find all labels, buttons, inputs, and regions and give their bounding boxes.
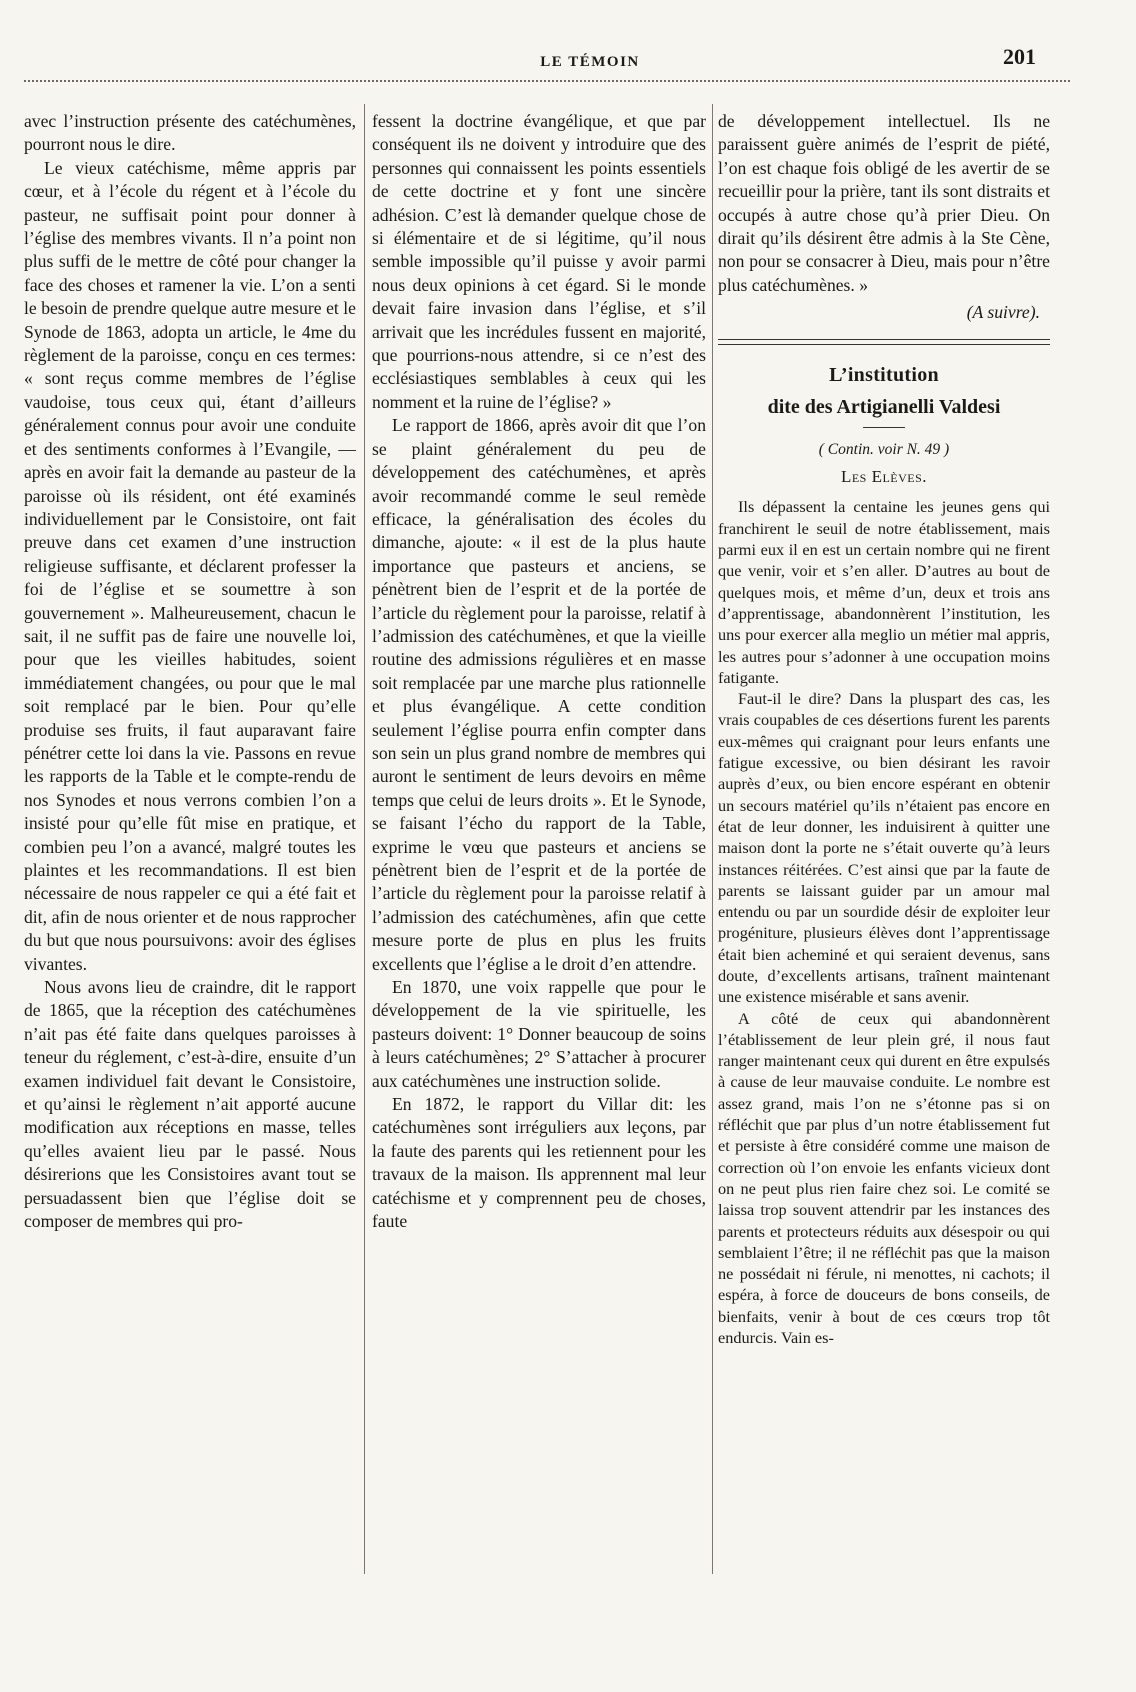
header-rule [24,80,1070,82]
paragraph: Ils dépassent la centaine les jeunes gens qui franchirent le seuil de notre établissement, mais parmi eux il en est un certain nombre qui ne firent que venir, voir et s’en aller. D’autres au bout de quelques mois, et même d’un, deux et trois ans d’apprentissage, abandonnèrent l’institution, les uns pour exercer alla meglio un métier mal appris, les autres pour s’adonner à une occupation moins fatigante. [718,497,1050,687]
article-title: L’institution [829,363,939,386]
section-heading: Les Elèves. [840,467,928,487]
page-header [0,0,1136,98]
title-rule [863,427,905,428]
column-divider-right [712,104,713,1574]
paragraph: Le rapport de 1866, après avoir dit que l’on se plaint généralement du peu de développement des catéchumènes, et après avoir recommandé comme le seul remède efficace, la généralisation des écoles du dimanche, ajoute: « il est de la plus haute importance que pasteurs et anciens, se pénètrent bien de l’esprit et de la portée de l’article du règlement pour la paroisse, relatif à l’admission des catéchumènes, et que la vieille routine des admissions régulières et en masse soit remplacée par une marche plus rationnelle et plus évangélique. A cette condition seulement l’église pourra enfin compter dans son sein un plus grand nombre de membres qui auront le sentiment de leurs devoirs en même temps que celui de leurs droits ». Et le Synode, se faisant l’écho du rapport de la Table, exprime le vœu que pasteurs et anciens se pénètrent bien de l’esprit et de la portée de l’article du règlement pour la paroisse relatif à l’admission des catéchumènes, afin que cette mesure porte de plus en plus les fruits excellents que l’église a le droit d’en attendre. [372,415,706,974]
paragraph: Nous avons lieu de craindre, dit le rapport de 1865, que la réception des catéchumènes n’ait pas été faite dans quelques paroisses à teneur du réglement, c’est-à-dire, ensuite d’un examen individuel fait devant le Consistoire, et qu’ainsi le règlement n’ait apporté aucune modification aux réceptions en masse, telles qu’elles avaient lieu par le passé. Nous désirerions que les Consistoires avant tout se persuadassent bien que l’église doit se composer de membres qui pro- [24,977,356,1232]
running-title: LE TÉMOIN [540,54,640,70]
paragraph: de développement intellectuel. Ils ne paraissent guère animés de l’esprit de piété, l’on est chaque fois obligé de les avertir de se recueillir pour la prière, tant ils sont distraits et occupés à autre chose qu’à prier Dieu. On dirait qu’ils désirent être admis à la Ste Cène, non pour se consacrer à Dieu, mais pour n’être plus catéchumènes. » [718,111,1050,295]
column-divider-left [364,104,365,1574]
paragraph: fessent la doctrine évangélique, et que par conséquent ils ne doivent y introduire que des personnes qui connaissent les points essentiels de cette doctrine et y font une sincère adhésion. C’est là demander quelque chose de si élémentaire et de si légitime, qu’il nous semble impossible qu’il puisse y avoir parmi nous deux opinions à cet égard. Si le monde devait faire invasion dans l’église, et s’il arrivait que les incrédules fussent en majorité, que pourrions-nous attendre, si ce n’est des ecclésiastiques semblables à ceux qui les nomment et la ruine de l’église? » [372,111,706,412]
article-subtitle: dite des Artigianelli Valdesi [767,395,1001,418]
page-number: 201 [1003,44,1036,69]
to-be-continued: (A suivre). [966,302,1040,323]
article-body [718,496,1050,1348]
paragraph: A côté de ceux qui abandonnèrent l’établissement de leur plein gré, il nous faut ranger maintenant ceux qui durent en être expulsés à cause de leur mauvaise conduite. Le nombre est assez grand, mais l’on ne s’étonne pas si on réfléchit que par plus d’un notre établissement fut et persiste à être considéré comme une maison de correction où l’on envoie les enfants vicieux dont on ne peut plus rien faire chez soi. Le comité se laissa trop souvent attendrir par les instances des parents et protecteurs réduits aux désespoir ou qui semblaient l’être; il ne réfléchit pas que la maison ne possédait ni férule, ni menottes, ni cachots; il espéra, à force de douceurs de bons conseils, de bienfaits, venir à bout de ces cœurs trop tôt endurcis. Vain es- [718,1008,1050,1348]
paragraph: En 1872, le rapport du Villar dit: les catéchumènes sont irréguliers aux leçons, par la faute des parents qui les retiennent pour les travaux de la maison. Ils apprennent mal leur catéchisme et y comprennent peu de choses, faute [372,1094,706,1232]
paragraph: Le vieux catéchisme, même appris par cœur, et à l’école du régent et à l’école du pasteur, ne suffisait point pour donner à l’église des membres vivants. Il n’a point non plus suffi de le mettre de côté pour changer la face des choses et ramener la vie. L’on a senti le besoin de prendre quelque autre mesure et le Synode de 1863, adopta un article, le 4me du règlement de la paroisse, conçu en ces termes: « sont reçus comme membres de l’église vaudoise, tous ceux qui, étant d’ailleurs généralement connus pour avoir une conduite et des sentiments conformes à l’Evangile, — après en avoir fait la demande au pasteur de la paroisse où ils résident, ont été examinés individuellement par le Consistoire, ont fait preuve dans cet examen d’une instruction religieuse suffisante, et déclarent professer la foi de l’église et se soumettre à son gouvernement ». Malheureusement, chacun le sait, il ne suffit pas de faire une nouvelle loi, pour que les vieilles habitudes, soient immédiatement changées, ou pour que le mal soit remplacé par le bien. Pour qu’elle produise ses fruits, il faut auparavant faire pénétrer cette loi dans la vie. Passons en revue les rapports de la Table et le compte-rendu de nos Synodes et nous verrons combien l’on a insisté pour qu’elle fût mise en pratique, et combien peu l’on a avancé, malgré toutes les plaintes et les recommandations. Il est bien nécessaire de nous rappeler ce qui a été fait et dit, afin de nous orienter et de nous rapprocher du but que nous poursuivons: avoir des églises vivantes. [24,157,356,974]
column-left [24,110,356,1234]
article-separator [718,339,1050,345]
column-right [718,110,1050,1348]
paragraph: Faut-il le dire? Dans la pluspart des cas, les vrais coupables de ces désertions furent les parents eux-mêmes qui craignant pour leurs enfants une fatigue excessive, ou bien désirant les ravoir auprès d’eux, ou bien encore espérant en obtenir un secours matériel qu’ils n’étaient pas encore en état de leur donner, les induisirent à quitter une maison dont la porte ne s’était ouverte qu’à leurs instances réitérées. C’est ainsi que par la faute de parents se laissant guider par un amour mal entendu ou par un sourdide désir de exploiter leur progéniture, plusieurs élèves dont l’apprentissage était bien acheminé et qui seraient devenus, sans doute, d’excellents artisans, traînent maintenant une existence misérable et sans avenir. [718,689,1050,1007]
paragraph: En 1870, une voix rappelle que pour le développement de la vie spirituelle, les pasteurs doivent: 1° Donner beaucoup de soins à leurs catéchumènes; 2° S’attacher à procurer aux catéchumènes une instruction solide. [372,977,706,1091]
paragraph: avec l’instruction présente des catéchumènes, pourront nous le dire. [24,111,356,155]
continuation-note: ( Contin. voir N. 49 ) [818,440,950,458]
column-middle [372,110,706,1234]
